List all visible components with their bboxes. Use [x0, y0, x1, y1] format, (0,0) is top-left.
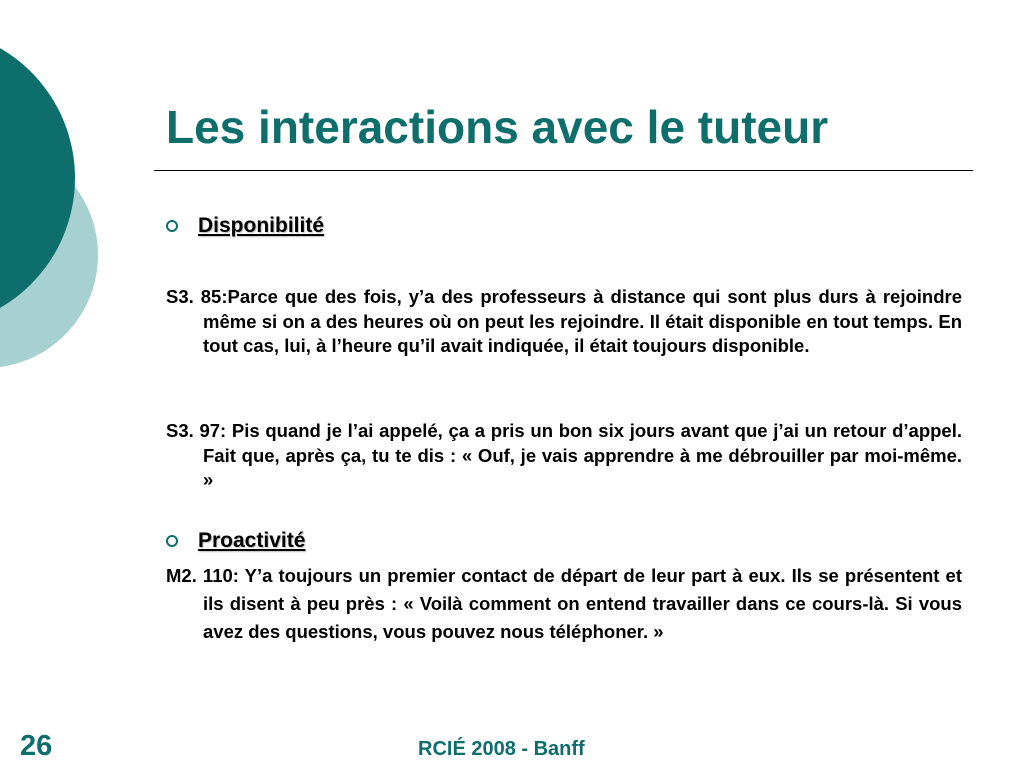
section-heading-label: Disponibilité	[198, 214, 324, 237]
light-circle-shape	[0, 142, 98, 368]
section-heading-label: Proactivité	[198, 529, 306, 552]
bullet-circle-icon	[166, 220, 178, 232]
section-heading-proactivite	[166, 529, 305, 553]
footer-event: RCIÉ 2008 - Banff	[418, 738, 585, 760]
bullet-circle-icon	[166, 535, 178, 547]
quote-paragraph: S3. 85:Parce que des fois, y’a des professeurs à distance qui sont plus durs à rejoindre même si on a des heures où on peut les rejoindre. Il était disponible en tout temps. En tout cas, lui, à l’heure qu’il avait indiquée, il était toujours disponible.	[166, 286, 962, 356]
section-heading-disponibilite	[166, 214, 324, 238]
decorative-circles	[0, 0, 110, 420]
page-number: 26	[20, 730, 53, 762]
quote-paragraph: M2. 110: Y’a toujours un premier contact de départ de leur part à eux. Ils se présentent et ils disent à peu près : « Voilà comment on entend travailler dans ce cours-là. Si vous avez des questions, vous pouvez nous téléphoner. »	[166, 565, 962, 642]
slide-title: Les interactions avec le tuteur	[166, 101, 829, 153]
quote-paragraph: S3. 97: Pis quand je l’ai appelé, ça a pris un bon six jours avant que j’ai un retour d’appel. Fait que, après ça, tu te dis : « Ouf, je vais apprendre à me débrouiller par moi-même. »	[166, 420, 962, 490]
title-divider	[154, 170, 973, 171]
dark-circle-shape	[0, 28, 75, 328]
